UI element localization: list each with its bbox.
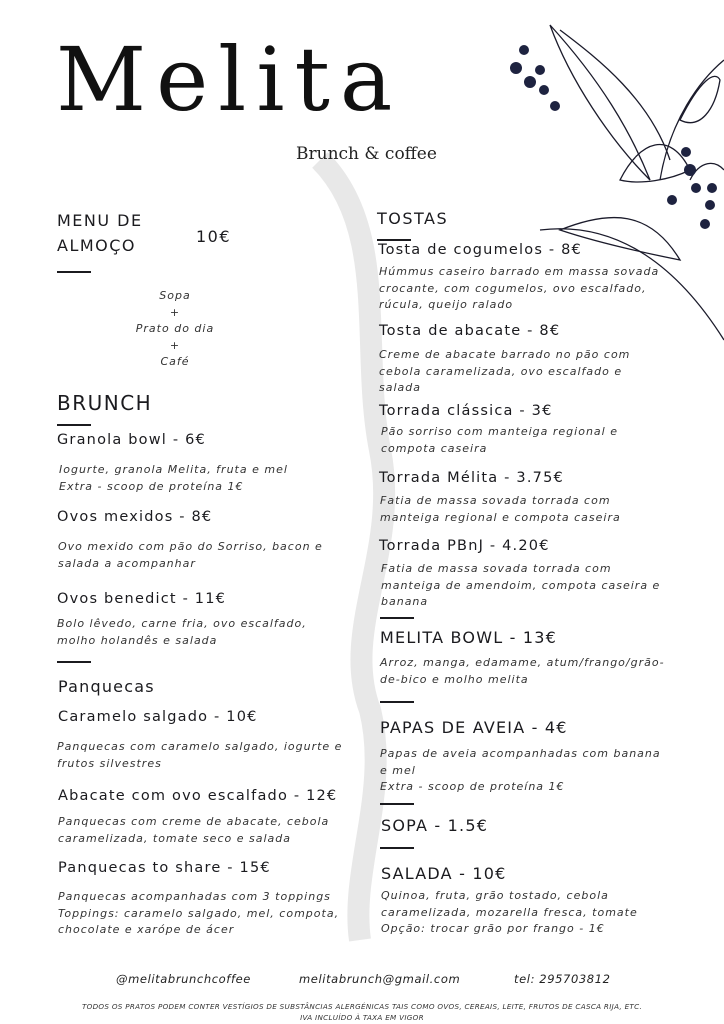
tostas-section-title: TOSTAS bbox=[377, 209, 449, 228]
brand-logo: Melita bbox=[56, 28, 403, 131]
lunch-plus: + bbox=[169, 305, 181, 319]
menu-item-desc: Panquecas acompanhadas com 3 toppings Toppings: caramelo salgado, mel, compota, chocolate e xarópe de ácer bbox=[58, 890, 340, 936]
email-address: melitabrunch@gmail.com bbox=[299, 972, 461, 986]
allergen-text: TODOS OS PRATOS PODEM CONTER VESTÍGIOS DE SUBSTÂNCIAS ALERGÉNICAS TAIS COMO OVOS, CEREAIS, LEITE, FRUTOS DE CASCA RIJA, ETC. bbox=[81, 1002, 643, 1011]
menu-item-desc: Húmmus caseiro barrado em massa sovada crocante, com cogumelos, ovo escalfado, rúcula, queijo ralado bbox=[379, 265, 660, 311]
menu-item-title: Granola bowl - 6€ bbox=[57, 432, 206, 448]
menu-item-title: Torrada clássica - 3€ bbox=[379, 403, 553, 419]
menu-item-desc: Bolo lêvedo, carne fria, ovo escalfado, molho holandês e salada bbox=[57, 617, 307, 647]
divider bbox=[57, 271, 91, 273]
menu-item-title: Tosta de abacate - 8€ bbox=[379, 323, 561, 339]
menu-item-title: Panquecas to share - 15€ bbox=[58, 860, 271, 876]
divider bbox=[377, 239, 411, 241]
lunch-title-line2: ALMOÇO bbox=[57, 236, 137, 255]
lunch-plus: + bbox=[169, 338, 181, 352]
menu-item-title: Abacate com ovo escalfado - 12€ bbox=[58, 788, 338, 804]
menu-item-desc: Arroz, manga, edamame, atum/frango/grão- de-bico e molho melita bbox=[380, 656, 665, 686]
pancakes-section-title: Panquecas bbox=[58, 677, 155, 696]
divider bbox=[380, 803, 414, 805]
lunch-item: Prato do dia bbox=[135, 322, 215, 335]
phone-number: tel: 295703812 bbox=[514, 972, 611, 986]
vat-text: IVA INCLUÍDO À TAXA EM VIGOR bbox=[300, 1013, 424, 1022]
menu-item-title: MELITA BOWL - 13€ bbox=[380, 628, 558, 647]
divider bbox=[380, 847, 414, 849]
menu-item-title: PAPAS DE AVEIA - 4€ bbox=[380, 718, 568, 737]
divider bbox=[380, 617, 414, 619]
brunch-section-title: BRUNCH bbox=[57, 391, 153, 415]
lunch-item: Sopa bbox=[159, 289, 191, 302]
instagram-handle: @melitabrunchcoffee bbox=[116, 972, 251, 986]
menu-item-title: Caramelo salgado - 10€ bbox=[58, 709, 258, 725]
menu-item-title: Tosta de cogumelos - 8€ bbox=[378, 242, 582, 258]
divider bbox=[380, 701, 414, 703]
lunch-menu-title bbox=[57, 208, 143, 258]
lunch-menu-price: 10€ bbox=[196, 227, 232, 246]
menu-item-desc: Panquecas com creme de abacate, cebola caramelizada, tomate seco e salada bbox=[58, 815, 330, 845]
lunch-title-line1: MENU DE bbox=[57, 211, 143, 230]
menu-item-desc: Panquecas com caramelo salgado, iogurte e frutos silvestres bbox=[57, 740, 343, 770]
menu-item-desc: Iogurte, granola Melita, fruta e mel Extra - scoop de proteína 1€ bbox=[59, 463, 288, 493]
menu-item-desc: Fatia de massa sovada torrada com manteiga de amendoim, compota caseira e banana bbox=[381, 562, 661, 608]
menu-item-desc: Ovo mexido com pão do Sorriso, bacon e salada a acompanhar bbox=[58, 540, 323, 570]
lunch-item: Café bbox=[160, 355, 190, 368]
divider bbox=[57, 661, 91, 663]
menu-item-desc: Creme de abacate barrado no pão com cebola caramelizada, ovo escalfado e salada bbox=[379, 348, 631, 394]
menu-item-desc: Papas de aveia acompanhadas com banana e mel Extra - scoop de proteína 1€ bbox=[380, 747, 661, 793]
lunch-menu-items bbox=[55, 288, 295, 371]
menu-item-title: Ovos benedict - 11€ bbox=[57, 591, 227, 607]
brand-tagline: Brunch & coffee bbox=[296, 144, 437, 164]
menu-item-title: Ovos mexidos - 8€ bbox=[57, 509, 213, 525]
divider bbox=[57, 424, 91, 426]
menu-item-title: SOPA - 1.5€ bbox=[381, 816, 489, 835]
menu-item-title: SALADA - 10€ bbox=[381, 864, 507, 883]
menu-item-desc: Pão sorriso com manteiga regional e compota caseira bbox=[381, 425, 618, 455]
menu-item-title: Torrada PBnJ - 4.20€ bbox=[379, 538, 550, 554]
menu-item-desc: Quinoa, fruta, grão tostado, cebola caramelizada, mozarella fresca, tomate Opção: trocar grão por frango - 1€ bbox=[381, 889, 638, 935]
allergen-notice bbox=[0, 1001, 724, 1023]
menu-item-desc: Fatia de massa sovada torrada com manteiga regional e compota caseira bbox=[380, 494, 621, 524]
menu-item-title: Torrada Mélita - 3.75€ bbox=[379, 470, 564, 486]
